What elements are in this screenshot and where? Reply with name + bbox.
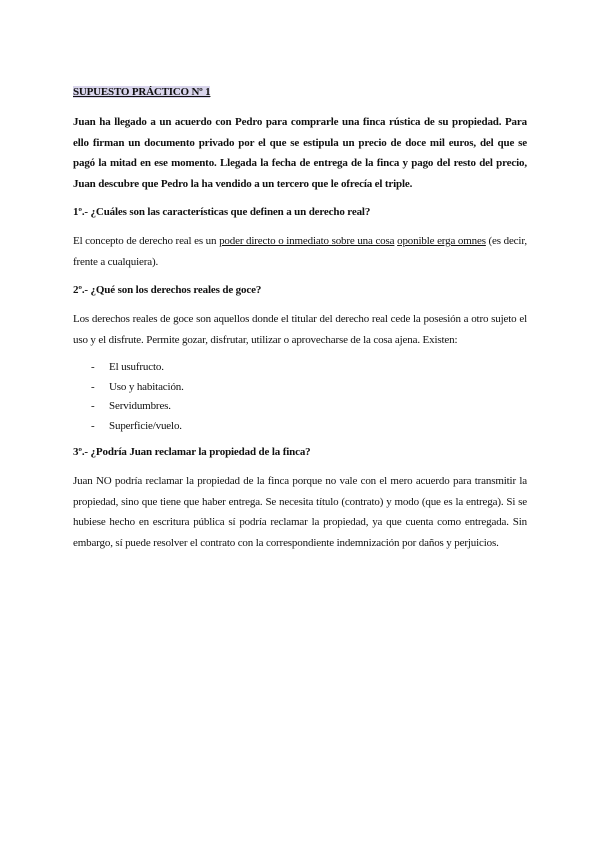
list-item: - Uso y habitación. — [91, 380, 184, 393]
underlined-term-erga-omnes: oponible erga omnes — [397, 235, 486, 247]
question-2: 2º.- ¿Qué son los derechos reales de goce? — [73, 284, 262, 296]
rights-list — [91, 358, 527, 436]
page-title: SUPUESTO PRÁCTICO Nº 1 — [73, 86, 211, 98]
list-item: - Superficie/vuelo. — [91, 419, 182, 432]
answer-3: Juan NO podría reclamar la propiedad de la finca porque no vale con el mero acuerdo para transmitir la propiedad, sino que tiene que haber entrega. Se necesita título (contrato) y modo (que es la entrega). Si se hubiese hecho en escritura pública sí podría reclamar la propiedad, ya que cuenta como entregada. Sin embargo, sí puede resolver el contrato con la correspondiente indemnización por daños y perjuicios. — [73, 475, 527, 549]
question-1: 1º.- ¿Cuáles son las características que definen a un derecho real? — [73, 206, 371, 218]
list-item: - Servidumbres. — [91, 400, 171, 412]
case-statement: Juan ha llegado a un acuerdo con Pedro para comprarle una finca rústica de su propiedad. Para ello firman un documento privado por el que se estipula un precio de doce mil euros, del que se pagó la mitad en ese momento. Llegada la fecha de entrega de la finca y pago del resto del precio, Juan descubre que Pedro la ha vendido a un tercero que le ofrecía el triple. — [73, 116, 527, 190]
underlined-term-direct-power: poder directo o inmediato sobre una cosa — [219, 235, 395, 247]
question-3: 3º.- ¿Podría Juan reclamar la propiedad de la finca? — [73, 446, 311, 458]
answer-1: El concepto de derecho real es un poder directo o inmediato sobre una cosa oponible erga omnes (es decir, frente a cualquiera). — [73, 235, 527, 268]
list-item: - El usufructo. — [91, 361, 164, 373]
answer-2: Los derechos reales de goce son aquellos donde el titular del derecho real cede la posesión a otro sujeto el uso y el disfrute. Permite gozar, disfrutar, utilizar o aprovecharse de la cosa ajena. Existen: — [73, 313, 527, 346]
